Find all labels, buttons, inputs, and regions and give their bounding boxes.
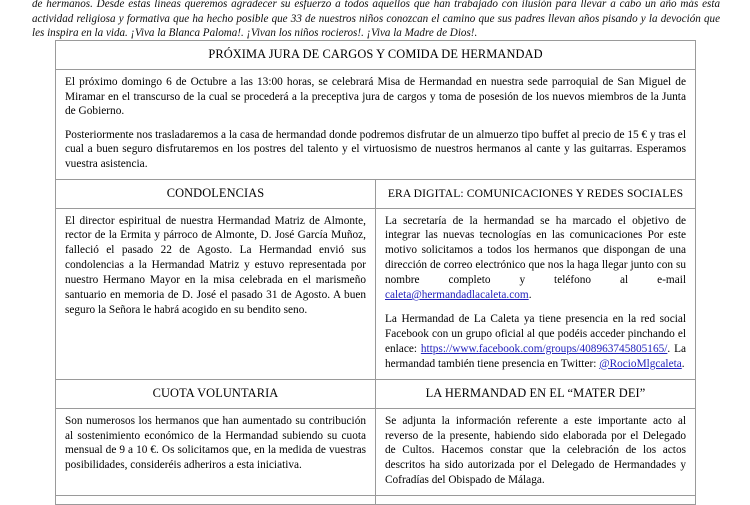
section-era-digital-body	[376, 208, 696, 379]
section-title-condolencias: CONDOLENCIAS	[166, 185, 265, 200]
condolencias-paragraph-1: El director espiritual de nuestra Hermandad Matriz de Almonte, rector de la Ermita y párroco de Almonte, D. José García Muñoz, falleció el pasado 22 de Agosto. La Hermandad envió sus condolencias a la Hermandad Matriz y estuvo representada por nuestro Hermano Mayor en la misa celebrada en el marismeño santuario en memoria de D. José el pasado 31 de Agosto. A buen seguro la Señora le habrá acogido en su bendito seno.	[65, 214, 366, 316]
section-jura	[56, 41, 696, 70]
section-jura-body	[56, 70, 696, 180]
email-link[interactable]: caleta@hermandadlacaleta.com	[385, 289, 529, 302]
next-section-left	[56, 496, 376, 505]
section-cuota-body	[56, 408, 376, 496]
era-digital-text-after: .	[681, 357, 685, 370]
next-section-right	[376, 496, 696, 505]
section-condolencias	[56, 179, 376, 208]
jura-paragraph-2: Posteriormente nos trasladaremos a la casa de hermandad donde podremos disfrutar de un almuerzo tipo buffet al precio de 15 € y tras el cual a buen seguro disfrutaremos en los postres del talento y el virtuosismo de nuestros hermanos al cante y las guitarras. Esperamos vuestra asistencia.	[65, 128, 686, 170]
table-row	[56, 208, 696, 379]
table-row	[56, 379, 696, 408]
era-digital-text-before-link: La Hermandad de La Caleta ya tiene presencia en la red social Facebook con un grupo oficial al que podéis acceder pinchando el enlace:	[385, 313, 686, 355]
jura-paragraph-1: El próximo domingo 6 de Octubre a las 13:00 horas, se celebrará Misa de Hermandad en nuestra sede parroquial de San Miguel de Miramar en el transcurso de la cual se procederá a la preceptiva jura de cargos y toma de posesión de los nuevos miembros de la Junta de Gobierno.	[65, 76, 686, 118]
table-row	[56, 408, 696, 496]
section-mater-dei-body	[376, 408, 696, 496]
facebook-group-link[interactable]: https://www.facebook.com/groups/408963745805165/	[420, 342, 668, 355]
era-digital-text-after-email: .	[528, 289, 532, 302]
table-row	[56, 70, 696, 180]
era-digital-paragraph-1	[385, 214, 686, 303]
section-condolencias-body	[56, 208, 376, 379]
newsletter-table	[55, 40, 696, 505]
table-row	[56, 41, 696, 70]
section-title-mater-dei: LA HERMANDAD EN EL “MATER DEI”	[425, 385, 646, 400]
section-title-cuota: CUOTA VOLUNTARIA	[152, 385, 279, 400]
table-row	[56, 179, 696, 208]
section-era-digital	[376, 179, 696, 208]
mater-dei-paragraph-1: Se adjunta la información referente a este importante acto al reverso de la presente, habiendo sido elaborada por el Delegado de Cultos. Hacemos constar que la celebración de los actos descritos ha sido autorizada por el Delegado de Hermandades y Cofradías del Obispado de Málaga.	[385, 414, 686, 487]
section-title-jura: PRÓXIMA JURA DE CARGOS Y COMIDA DE HERMANDAD	[208, 47, 543, 61]
section-mater-dei	[376, 379, 696, 408]
intro-paragraph: de hermanos. Desde estas líneas queremos agradecer su esfuerzo a todos aquellos que han trabajado con ilusión para llevar a cabo un año más esta actividad religiosa y formativa que ha hecho posible que 33 de nuestros niños conozcan el camino que sus padres llevan años pisando y la devoción que les inspira en la vida. ¡Viva la Blanca Paloma!. ¡Vivan los niños rocieros!. ¡Viva la Madre de Dios!.	[32, 0, 720, 39]
twitter-handle-link[interactable]: @RocioMlgcaleta	[599, 357, 682, 370]
era-digital-text-mid: . La hermandad también tiene presencia en Twitter:	[385, 342, 686, 370]
era-digital-paragraph-2	[385, 312, 686, 372]
section-title-era-digital: ERA DIGITAL: COMUNICACIONES Y REDES SOCIALES	[387, 186, 684, 200]
era-digital-text-before-email: La secretaría de la hermandad se ha marcado el objetivo de integrar las nuevas tecnologías en las comunicaciones Por este motivo solicitamos a todos los hermanos que dispongan de una dirección de correo electrónico que nos la haga llegar junto con su nombre completo y teléfono al e-mail	[385, 214, 686, 287]
section-cuota	[56, 379, 376, 408]
table-row-next-clipped	[56, 496, 696, 505]
cuota-paragraph-1: Son numerosos los hermanos que han aumentado su contribución al sostenimiento económico de la Hermandad subiendo su cuota mensual de 9 a 10 €. Os solicitamos que, en la medida de vuestras posibilidades, consideréis adheriros a esta iniciativa.	[65, 414, 366, 472]
